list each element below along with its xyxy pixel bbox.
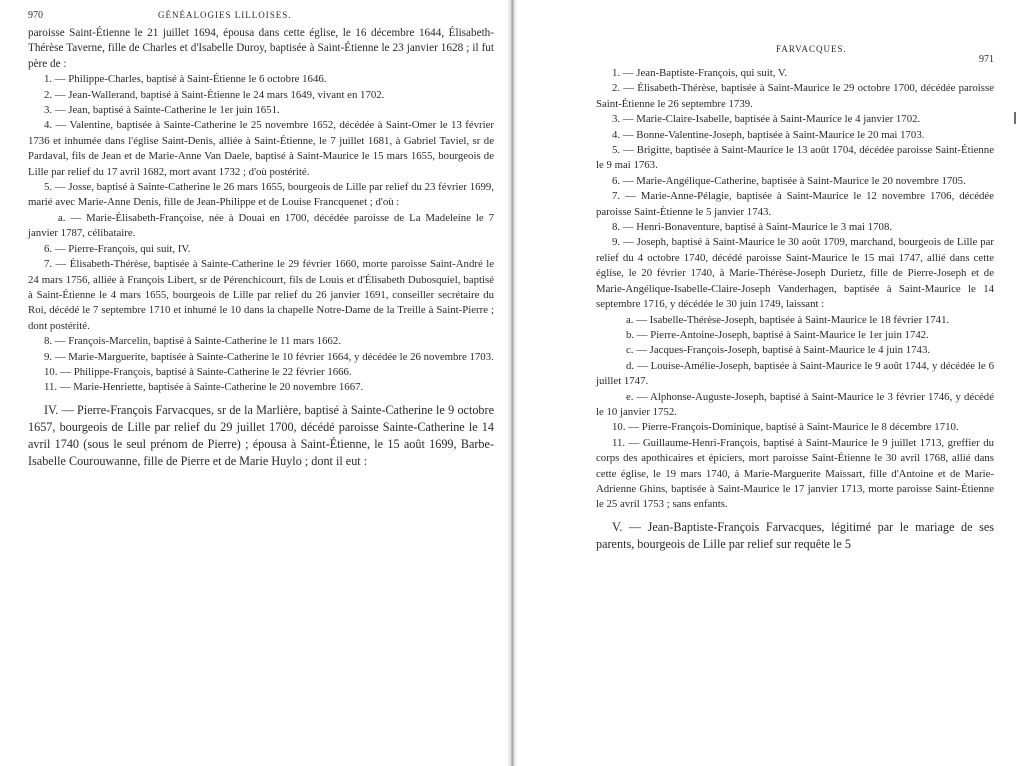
right-entry-9: 9. — Joseph, baptisé à Saint-Maurice le 30 août 1709, marchand, bourgeois de Lille par relief du 4 octobre 1740, décédé paroisse Saint-Maurice le 15 mai 1747, allié dans cette église, le 20 février 1740, à Marie-Thérèse-Joseph Durietz, fille de Pierre-Joseph et de Marie-Angélique-Isabelle-Claire-Joseph Vanderhagen, baptisée à Saint-Maurice le 14 septembre 1716, y décédée le 30 juin 1749, laissant :	[596, 236, 994, 311]
right-entry-10: 10. — Pierre-François-Dominique, baptisé à Saint-Maurice le 8 décembre 1710.	[612, 421, 959, 434]
right-page	[514, 0, 1024, 766]
right-entry-2: 2. — Élisabeth-Thérèse, baptisée à Saint-Maurice le 29 octobre 1700, décédée paroisse Saint-Étienne le 26 septembre 1739.	[596, 82, 994, 110]
right-sub-entry-b: b. — Pierre-Antoine-Joseph, baptisé à Saint-Maurice le 1er juin 1742.	[626, 328, 929, 341]
right-sub-entry-a: a. — Isabelle-Thérèse-Joseph, baptisée à Saint-Maurice le 18 février 1741.	[626, 313, 950, 326]
right-sub-entry-c: c. — Jacques-François-Joseph, baptisé à Saint-Maurice le 4 juin 1743.	[626, 344, 931, 357]
left-entry-9: 9. — Marie-Marguerite, baptisée à Sainte-Catherine le 10 février 1664, y décédée le 26 novembre 1703.	[44, 350, 494, 363]
right-running-head	[596, 36, 994, 66]
right-entry-7: 7. — Marie-Anne-Pélagie, baptisée à Saint-Maurice le 12 novembre 1706, décédée paroisse Saint-Étienne le 5 janvier 1743.	[596, 190, 994, 218]
right-body	[596, 66, 994, 553]
left-entry-2: 2. — Jean-Wallerand, baptisé à Saint-Étienne le 24 mars 1649, vivant en 1702.	[44, 88, 385, 101]
left-sub-entry-a: a. — Marie-Élisabeth-Françoise, née à Douai en 1700, décédée paroisse de La Madeleine le 7 janvier 1787, célibataire.	[28, 211, 494, 240]
right-page-number: 971	[979, 54, 994, 65]
right-entry-6: 6. — Marie-Angélique-Catherine, baptisée à Saint-Maurice le 20 novembre 1705.	[612, 174, 966, 187]
right-entry-1: 1. — Jean-Baptiste-François, qui suit, V.	[612, 67, 788, 79]
left-entry-11: 11. — Marie-Henriette, baptisée à Sainte-Catherine le 20 novembre 1667.	[44, 381, 364, 394]
left-intro-paragraph: paroisse Saint-Étienne le 21 juillet 1694, épousa dans cette église, le 16 décembre 1644, Élisabeth-Thérèse Taverne, fille de Charles et d'Isabelle Duroy, baptisée à Saint-Étienne le 23 janvier 1628 ; il fut père de :	[28, 27, 494, 70]
right-sub-entry-d: d. — Louise-Amélie-Joseph, baptisée à Saint-Maurice le 9 août 1744, y décédée le 6 juillet 1747.	[596, 359, 994, 388]
left-entry-4: 4. — Valentine, baptisée à Sainte-Catherine le 25 novembre 1652, décédée à Saint-Omer le 13 février 1736 et inhumée dans l'église Saint-Denis, alliée à Saint-Étienne, le 7 juillet 1681, à Gabriel Taviel, sr de Pardaval, fils de Jean et de Marie-Anne Van Daele, baptisé à Saint-Maurice le 15 mars 1655, bourgeois de Lille par relief du 17 avril 1682, mort avant 1732 ; d'où postérité.	[28, 119, 494, 178]
right-margin-mark	[1014, 112, 1016, 124]
left-section-iv: IV. — Pierre-François Farvacques, sr de la Marlière, baptisé à Sainte-Catherine le 9 octobre 1657, bourgeois de Lille par relief du 29 juillet 1700, décédé paroisse Sainte-Catherine le 14 avril 1740 (sous le seul prénom de Pierre) ; épousa à Saint-Étienne, le 15 août 1699, Barbe-Isabelle Courouwanne, fille de Pierre et de Marie Huylo ; dont il eut :	[28, 402, 494, 468]
left-entry-10: 10. — Philippe-François, baptisé à Sainte-Catherine le 22 février 1666.	[44, 365, 352, 378]
left-entry-3: 3. — Jean, baptisé à Sainte-Catherine le 1er juin 1651.	[44, 104, 280, 117]
right-section-v: V. — Jean-Baptiste-François Farvacques, légitimé par le mariage de ses parents, bourgeois de Lille par relief sur requête le 5	[596, 519, 994, 551]
right-entry-4: 4. — Bonne-Valentine-Joseph, baptisée à Saint-Maurice le 20 mai 1703.	[612, 128, 925, 141]
left-body	[28, 26, 494, 470]
left-entry-1: 1. — Philippe-Charles, baptisé à Saint-Étienne le 6 octobre 1646.	[44, 73, 327, 86]
left-running-title: GÉNÉALOGIES LILLOISES.	[158, 10, 292, 20]
right-running-title: FARVACQUES.	[776, 44, 847, 54]
left-running-head	[28, 10, 494, 26]
right-entry-5: 5. — Brigitte, baptisée à Saint-Maurice le 13 août 1704, décédée paroisse Saint-Étienne le 9 mai 1763.	[596, 144, 994, 172]
right-entry-3: 3. — Marie-Claire-Isabelle, baptisée à Saint-Maurice le 4 janvier 1702.	[612, 113, 921, 126]
left-entry-6: 6. — Pierre-François, qui suit, IV.	[44, 242, 191, 255]
right-entry-11: 11. — Guillaume-Henri-François, baptisé à Saint-Maurice le 9 juillet 1713, greffier du corps des apothicaires et épiciers, mort paroisse Saint-Étienne le 30 avril 1768, allié dans cette église, le 19 mars 1740, à Marie-Marguerite Maissart, fille d'Antoine et de Marie-Adrienne Ghins, baptisée à Saint-Maurice le 17 janvier 1713, morte paroisse Saint-Étienne le 25 avril 1753 ; sans enfants.	[596, 436, 994, 511]
left-entry-5: 5. — Josse, baptisé à Sainte-Catherine le 26 mars 1655, bourgeois de Lille par relief du 23 février 1699, marié avec Marie-Anne Denis, fille de Jean-Philippe et de Louise Francquenet ; d'où :	[28, 181, 494, 209]
right-entry-8: 8. — Henri-Bonaventure, baptisé à Saint-Maurice le 3 mai 1708.	[612, 221, 893, 234]
left-entry-8: 8. — François-Marcelin, baptisé à Sainte-Catherine le 11 mars 1662.	[44, 335, 342, 348]
right-sub-entry-e: e. — Alphonse-Auguste-Joseph, baptisé à Saint-Maurice le 3 février 1746, y décédé le 10 janvier 1752.	[596, 390, 994, 418]
left-page	[0, 0, 508, 766]
left-entry-7: 7. — Élisabeth-Thérèse, baptisée à Sainte-Catherine le 29 février 1660, morte paroisse Saint-André le 24 mars 1756, alliée à François Libert, sr de Pérenchicourt, fils de Louis et d'Élisabeth Dubosquiel, baptisé à Saint-Étienne le 4 mars 1655, bourgeois de Lille par relief du 26 janvier 1691, conseiller secrétaire du Roi, décédé le 7 septembre 1710 et inhumé le 10 dans la chapelle Notre-Dame de la Treille à Saint-Pierre ; dont postérité.	[28, 258, 494, 332]
left-page-number: 970	[28, 10, 43, 21]
